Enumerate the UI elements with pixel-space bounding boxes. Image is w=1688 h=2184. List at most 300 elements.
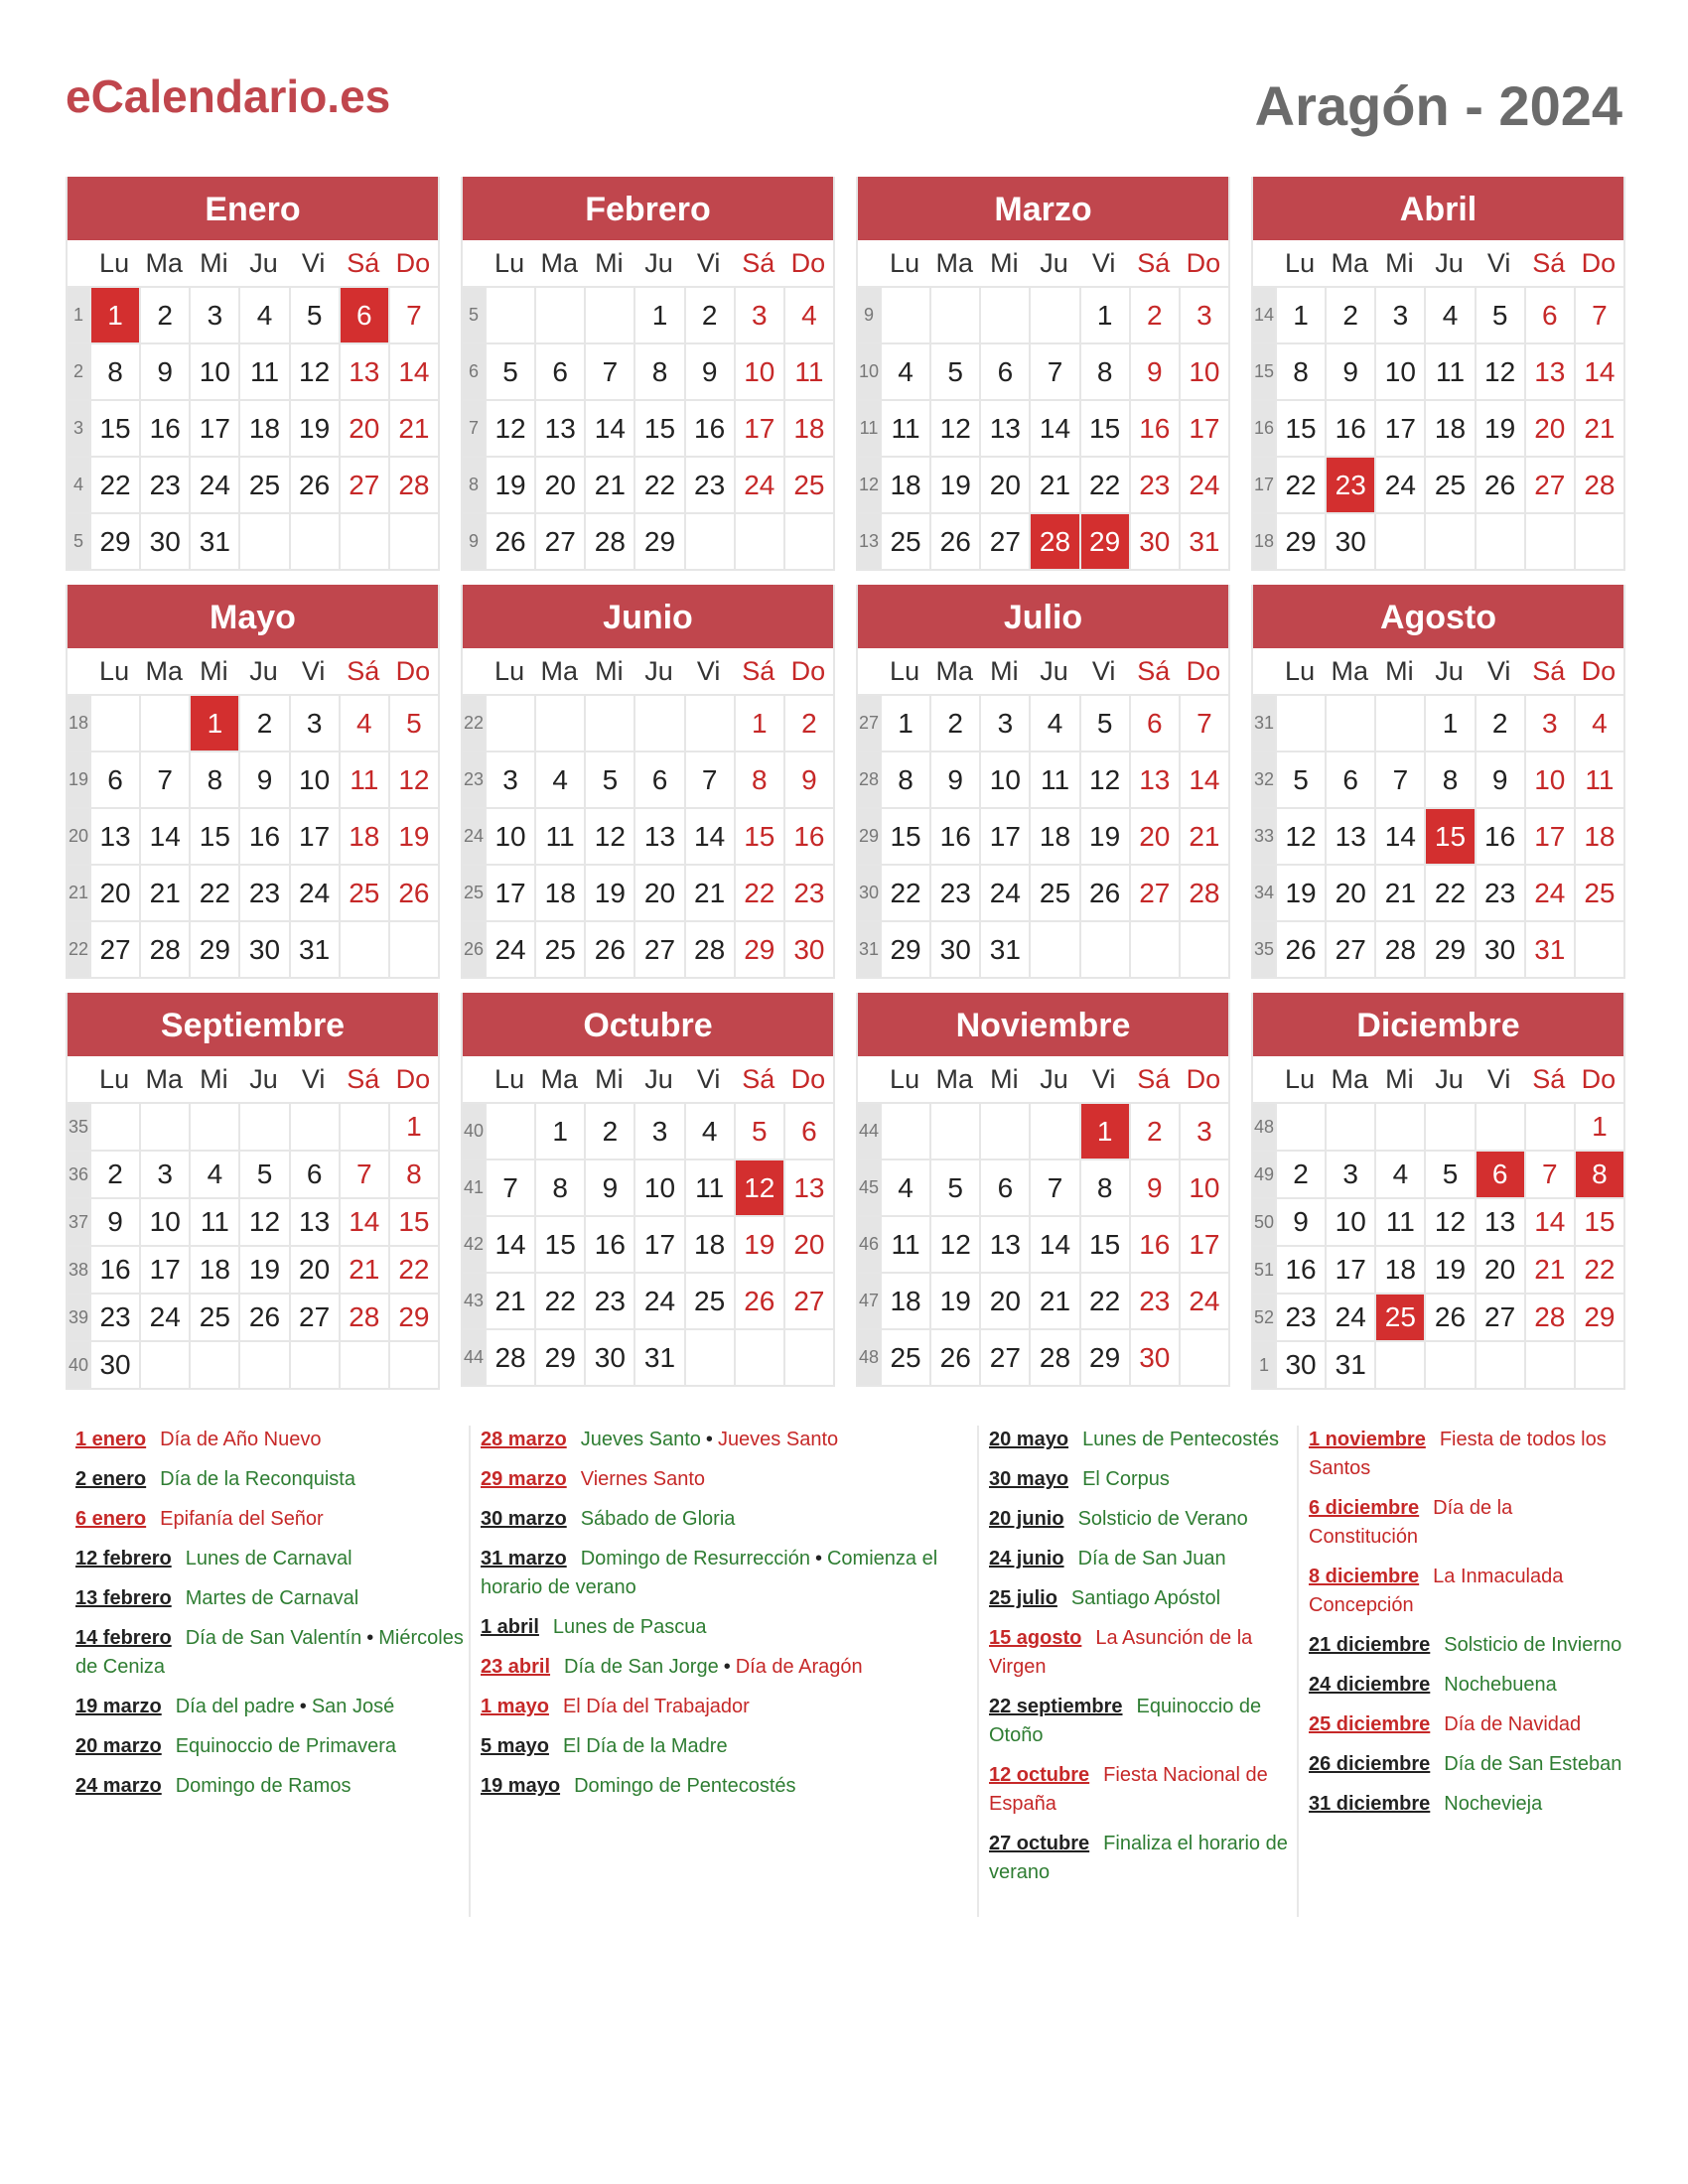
event-date-link[interactable]: 19 marzo [75, 1696, 162, 1717]
day-cell[interactable]: 9 [1275, 1199, 1325, 1245]
day-cell[interactable]: 26 [1079, 866, 1129, 920]
day-cell[interactable]: 20 [339, 401, 388, 456]
day-cell[interactable]: 7 [1029, 344, 1078, 399]
day-cell[interactable]: 19 [1475, 401, 1524, 456]
day-cell[interactable]: 27 [534, 514, 584, 569]
day-cell[interactable]: 16 [1275, 1247, 1325, 1293]
holiday-day-cell[interactable]: 8 [1574, 1152, 1623, 1197]
holiday-day-cell[interactable]: 29 [1079, 514, 1129, 569]
day-cell[interactable]: 31 [289, 922, 339, 977]
day-cell[interactable]: 10 [979, 752, 1029, 807]
day-cell[interactable]: 27 [979, 1330, 1029, 1385]
day-cell[interactable]: 6 [633, 752, 683, 807]
event-date-link[interactable]: 21 diciembre [1309, 1634, 1431, 1656]
day-cell[interactable]: 12 [584, 809, 633, 864]
day-cell[interactable]: 11 [783, 344, 833, 399]
day-cell[interactable]: 17 [485, 866, 534, 920]
day-cell[interactable]: 23 [684, 458, 734, 512]
day-cell[interactable]: 16 [139, 401, 189, 456]
day-cell[interactable]: 31 [979, 922, 1029, 977]
day-cell[interactable]: 4 [880, 1160, 929, 1215]
event-date-link[interactable]: 30 mayo [989, 1468, 1069, 1490]
day-cell[interactable]: 11 [1424, 344, 1474, 399]
day-cell[interactable]: 30 [584, 1330, 633, 1385]
day-cell[interactable]: 28 [339, 1295, 388, 1340]
day-cell[interactable]: 2 [1129, 288, 1179, 342]
day-cell[interactable]: 8 [1079, 344, 1129, 399]
day-cell[interactable]: 2 [89, 1152, 139, 1197]
day-cell[interactable]: 5 [485, 344, 534, 399]
day-cell[interactable]: 6 [783, 1104, 833, 1159]
day-cell[interactable]: 2 [139, 288, 189, 342]
day-cell[interactable]: 17 [1374, 401, 1424, 456]
day-cell[interactable]: 8 [1275, 344, 1325, 399]
day-cell[interactable]: 1 [734, 696, 783, 751]
event-date-link[interactable]: 20 marzo [75, 1735, 162, 1757]
day-cell[interactable]: 14 [339, 1199, 388, 1245]
day-cell[interactable]: 22 [534, 1274, 584, 1328]
day-cell[interactable]: 11 [1574, 752, 1623, 807]
day-cell[interactable]: 12 [238, 1199, 288, 1245]
day-cell[interactable]: 25 [783, 458, 833, 512]
day-cell[interactable]: 15 [633, 401, 683, 456]
day-cell[interactable]: 1 [1424, 696, 1474, 751]
day-cell[interactable]: 11 [1374, 1199, 1424, 1245]
day-cell[interactable]: 27 [1129, 866, 1179, 920]
day-cell[interactable]: 3 [734, 288, 783, 342]
day-cell[interactable]: 5 [1424, 1152, 1474, 1197]
day-cell[interactable]: 17 [289, 809, 339, 864]
day-cell[interactable]: 29 [388, 1295, 438, 1340]
brand-logo[interactable]: eCalendario.es [66, 70, 391, 122]
day-cell[interactable]: 10 [1524, 752, 1574, 807]
day-cell[interactable]: 5 [289, 288, 339, 342]
day-cell[interactable]: 14 [485, 1217, 534, 1272]
day-cell[interactable]: 16 [783, 809, 833, 864]
day-cell[interactable]: 30 [783, 922, 833, 977]
event-date-link[interactable]: 24 marzo [75, 1775, 162, 1797]
holiday-day-cell[interactable]: 28 [1029, 514, 1078, 569]
day-cell[interactable]: 30 [929, 922, 979, 977]
day-cell[interactable]: 29 [1079, 1330, 1129, 1385]
day-cell[interactable]: 20 [89, 866, 139, 920]
day-cell[interactable]: 9 [139, 344, 189, 399]
day-cell[interactable]: 24 [289, 866, 339, 920]
event-date-link[interactable]: 12 octubre [989, 1764, 1090, 1786]
day-cell[interactable]: 31 [1524, 922, 1574, 977]
day-cell[interactable]: 9 [1325, 344, 1374, 399]
day-cell[interactable]: 18 [1374, 1247, 1424, 1293]
day-cell[interactable]: 23 [783, 866, 833, 920]
day-cell[interactable]: 21 [584, 458, 633, 512]
event-date-link[interactable]: 29 marzo [481, 1468, 567, 1490]
day-cell[interactable]: 18 [1574, 809, 1623, 864]
day-cell[interactable]: 26 [1475, 458, 1524, 512]
event-date-link[interactable]: 26 diciembre [1309, 1753, 1431, 1775]
day-cell[interactable]: 2 [584, 1104, 633, 1159]
day-cell[interactable]: 29 [1424, 922, 1474, 977]
day-cell[interactable]: 19 [1275, 866, 1325, 920]
event-date-link[interactable]: 5 mayo [481, 1735, 549, 1757]
event-date-link[interactable]: 28 marzo [481, 1429, 567, 1450]
day-cell[interactable]: 9 [1475, 752, 1524, 807]
day-cell[interactable]: 16 [929, 809, 979, 864]
day-cell[interactable]: 7 [684, 752, 734, 807]
day-cell[interactable]: 4 [880, 344, 929, 399]
day-cell[interactable]: 30 [1129, 514, 1179, 569]
event-date-link[interactable]: 12 febrero [75, 1548, 172, 1570]
day-cell[interactable]: 13 [979, 1217, 1029, 1272]
day-cell[interactable]: 20 [289, 1247, 339, 1293]
day-cell[interactable]: 9 [1129, 1160, 1179, 1215]
day-cell[interactable]: 10 [1325, 1199, 1374, 1245]
day-cell[interactable]: 15 [1079, 401, 1129, 456]
day-cell[interactable]: 23 [1475, 866, 1524, 920]
day-cell[interactable]: 18 [1029, 809, 1078, 864]
day-cell[interactable]: 26 [929, 1330, 979, 1385]
day-cell[interactable]: 11 [189, 1199, 238, 1245]
day-cell[interactable]: 12 [1424, 1199, 1474, 1245]
day-cell[interactable]: 13 [1325, 809, 1374, 864]
day-cell[interactable]: 11 [1029, 752, 1078, 807]
day-cell[interactable]: 24 [734, 458, 783, 512]
day-cell[interactable]: 11 [684, 1160, 734, 1215]
day-cell[interactable]: 29 [89, 514, 139, 569]
day-cell[interactable]: 31 [189, 514, 238, 569]
day-cell[interactable]: 2 [238, 696, 288, 751]
day-cell[interactable]: 24 [189, 458, 238, 512]
day-cell[interactable]: 12 [289, 344, 339, 399]
day-cell[interactable]: 15 [1275, 401, 1325, 456]
day-cell[interactable]: 7 [1374, 752, 1424, 807]
holiday-day-cell[interactable]: 25 [1374, 1295, 1424, 1340]
day-cell[interactable]: 14 [1029, 401, 1078, 456]
day-cell[interactable]: 7 [1179, 696, 1228, 751]
day-cell[interactable]: 18 [238, 401, 288, 456]
day-cell[interactable]: 4 [339, 696, 388, 751]
day-cell[interactable]: 20 [979, 1274, 1029, 1328]
day-cell[interactable]: 22 [734, 866, 783, 920]
day-cell[interactable]: 9 [89, 1199, 139, 1245]
day-cell[interactable]: 12 [929, 401, 979, 456]
day-cell[interactable]: 3 [485, 752, 534, 807]
day-cell[interactable]: 14 [1574, 344, 1623, 399]
day-cell[interactable]: 26 [485, 514, 534, 569]
day-cell[interactable]: 21 [1374, 866, 1424, 920]
event-date-link[interactable]: 15 agosto [989, 1627, 1082, 1649]
day-cell[interactable]: 31 [1325, 1342, 1374, 1388]
day-cell[interactable]: 23 [139, 458, 189, 512]
day-cell[interactable]: 1 [534, 1104, 584, 1159]
day-cell[interactable]: 29 [189, 922, 238, 977]
day-cell[interactable]: 24 [979, 866, 1029, 920]
day-cell[interactable]: 22 [1574, 1247, 1623, 1293]
day-cell[interactable]: 19 [388, 809, 438, 864]
day-cell[interactable]: 2 [1275, 1152, 1325, 1197]
day-cell[interactable]: 16 [1325, 401, 1374, 456]
day-cell[interactable]: 8 [534, 1160, 584, 1215]
holiday-day-cell[interactable]: 1 [1079, 1104, 1129, 1159]
day-cell[interactable]: 13 [633, 809, 683, 864]
day-cell[interactable]: 9 [238, 752, 288, 807]
day-cell[interactable]: 22 [880, 866, 929, 920]
day-cell[interactable]: 14 [1374, 809, 1424, 864]
day-cell[interactable]: 25 [339, 866, 388, 920]
day-cell[interactable]: 3 [289, 696, 339, 751]
day-cell[interactable]: 6 [1129, 696, 1179, 751]
day-cell[interactable]: 24 [1524, 866, 1574, 920]
event-date-link[interactable]: 31 diciembre [1309, 1793, 1431, 1815]
day-cell[interactable]: 27 [1524, 458, 1574, 512]
event-date-link[interactable]: 20 mayo [989, 1429, 1069, 1450]
day-cell[interactable]: 17 [139, 1247, 189, 1293]
day-cell[interactable]: 31 [1179, 514, 1228, 569]
day-cell[interactable]: 14 [584, 401, 633, 456]
day-cell[interactable]: 25 [189, 1295, 238, 1340]
day-cell[interactable]: 30 [139, 514, 189, 569]
day-cell[interactable]: 10 [734, 344, 783, 399]
day-cell[interactable]: 14 [684, 809, 734, 864]
day-cell[interactable]: 30 [1475, 922, 1524, 977]
day-cell[interactable]: 30 [1275, 1342, 1325, 1388]
day-cell[interactable]: 9 [783, 752, 833, 807]
event-date-link[interactable]: 1 enero [75, 1429, 147, 1450]
day-cell[interactable]: 23 [584, 1274, 633, 1328]
day-cell[interactable]: 4 [1374, 1152, 1424, 1197]
day-cell[interactable]: 15 [89, 401, 139, 456]
day-cell[interactable]: 6 [289, 1152, 339, 1197]
day-cell[interactable]: 25 [534, 922, 584, 977]
day-cell[interactable]: 1 [1275, 288, 1325, 342]
day-cell[interactable]: 30 [238, 922, 288, 977]
day-cell[interactable]: 27 [783, 1274, 833, 1328]
day-cell[interactable]: 26 [734, 1274, 783, 1328]
day-cell[interactable]: 18 [783, 401, 833, 456]
day-cell[interactable]: 21 [1179, 809, 1228, 864]
day-cell[interactable]: 11 [339, 752, 388, 807]
day-cell[interactable]: 4 [1424, 288, 1474, 342]
day-cell[interactable]: 16 [584, 1217, 633, 1272]
day-cell[interactable]: 5 [929, 344, 979, 399]
day-cell[interactable]: 7 [584, 344, 633, 399]
day-cell[interactable]: 21 [1029, 1274, 1078, 1328]
day-cell[interactable]: 28 [139, 922, 189, 977]
day-cell[interactable]: 12 [388, 752, 438, 807]
day-cell[interactable]: 17 [189, 401, 238, 456]
day-cell[interactable]: 15 [534, 1217, 584, 1272]
event-date-link[interactable]: 25 julio [989, 1587, 1057, 1609]
day-cell[interactable]: 15 [189, 809, 238, 864]
day-cell[interactable]: 4 [1574, 696, 1623, 751]
day-cell[interactable]: 13 [1475, 1199, 1524, 1245]
day-cell[interactable]: 20 [979, 458, 1029, 512]
day-cell[interactable]: 25 [880, 514, 929, 569]
day-cell[interactable]: 16 [238, 809, 288, 864]
day-cell[interactable]: 27 [1475, 1295, 1524, 1340]
day-cell[interactable]: 17 [734, 401, 783, 456]
day-cell[interactable]: 7 [485, 1160, 534, 1215]
day-cell[interactable]: 25 [238, 458, 288, 512]
event-date-link[interactable]: 22 septiembre [989, 1696, 1123, 1717]
day-cell[interactable]: 16 [1129, 1217, 1179, 1272]
day-cell[interactable]: 3 [1524, 696, 1574, 751]
day-cell[interactable]: 27 [1325, 922, 1374, 977]
day-cell[interactable]: 19 [485, 458, 534, 512]
day-cell[interactable]: 24 [139, 1295, 189, 1340]
day-cell[interactable]: 22 [1079, 458, 1129, 512]
day-cell[interactable]: 3 [139, 1152, 189, 1197]
event-date-link[interactable]: 25 diciembre [1309, 1713, 1431, 1735]
day-cell[interactable]: 23 [89, 1295, 139, 1340]
day-cell[interactable]: 23 [238, 866, 288, 920]
day-cell[interactable]: 28 [1029, 1330, 1078, 1385]
holiday-day-cell[interactable]: 6 [339, 288, 388, 342]
day-cell[interactable]: 16 [1129, 401, 1179, 456]
day-cell[interactable]: 24 [1179, 458, 1228, 512]
day-cell[interactable]: 5 [1275, 752, 1325, 807]
day-cell[interactable]: 7 [1574, 288, 1623, 342]
day-cell[interactable]: 5 [238, 1152, 288, 1197]
day-cell[interactable]: 28 [1179, 866, 1228, 920]
day-cell[interactable]: 8 [388, 1152, 438, 1197]
day-cell[interactable]: 25 [1424, 458, 1474, 512]
day-cell[interactable]: 13 [783, 1160, 833, 1215]
day-cell[interactable]: 24 [1374, 458, 1424, 512]
day-cell[interactable]: 26 [388, 866, 438, 920]
day-cell[interactable]: 25 [684, 1274, 734, 1328]
day-cell[interactable]: 19 [238, 1247, 288, 1293]
event-date-link[interactable]: 20 junio [989, 1508, 1064, 1530]
day-cell[interactable]: 11 [880, 1217, 929, 1272]
day-cell[interactable]: 26 [584, 922, 633, 977]
day-cell[interactable]: 5 [734, 1104, 783, 1159]
day-cell[interactable]: 17 [1179, 401, 1228, 456]
day-cell[interactable]: 3 [1325, 1152, 1374, 1197]
day-cell[interactable]: 29 [534, 1330, 584, 1385]
day-cell[interactable]: 19 [1424, 1247, 1474, 1293]
day-cell[interactable]: 12 [929, 1217, 979, 1272]
day-cell[interactable]: 3 [979, 696, 1029, 751]
day-cell[interactable]: 2 [1129, 1104, 1179, 1159]
day-cell[interactable]: 17 [633, 1217, 683, 1272]
day-cell[interactable]: 30 [89, 1342, 139, 1388]
day-cell[interactable]: 13 [289, 1199, 339, 1245]
day-cell[interactable]: 6 [534, 344, 584, 399]
event-date-link[interactable]: 27 octubre [989, 1833, 1090, 1854]
day-cell[interactable]: 19 [929, 1274, 979, 1328]
day-cell[interactable]: 28 [485, 1330, 534, 1385]
day-cell[interactable]: 19 [289, 401, 339, 456]
day-cell[interactable]: 4 [189, 1152, 238, 1197]
day-cell[interactable]: 2 [684, 288, 734, 342]
day-cell[interactable]: 11 [880, 401, 929, 456]
event-date-link[interactable]: 13 febrero [75, 1587, 172, 1609]
day-cell[interactable]: 15 [388, 1199, 438, 1245]
day-cell[interactable]: 6 [89, 752, 139, 807]
day-cell[interactable]: 4 [684, 1104, 734, 1159]
day-cell[interactable]: 21 [1574, 401, 1623, 456]
day-cell[interactable]: 5 [1475, 288, 1524, 342]
day-cell[interactable]: 11 [534, 809, 584, 864]
day-cell[interactable]: 21 [339, 1247, 388, 1293]
day-cell[interactable]: 6 [1325, 752, 1374, 807]
day-cell[interactable]: 5 [584, 752, 633, 807]
day-cell[interactable]: 23 [1129, 1274, 1179, 1328]
day-cell[interactable]: 7 [139, 752, 189, 807]
event-date-link[interactable]: 1 mayo [481, 1696, 549, 1717]
day-cell[interactable]: 10 [139, 1199, 189, 1245]
day-cell[interactable]: 24 [485, 922, 534, 977]
event-date-link[interactable]: 6 enero [75, 1508, 147, 1530]
event-date-link[interactable]: 14 febrero [75, 1627, 172, 1649]
day-cell[interactable]: 19 [584, 866, 633, 920]
day-cell[interactable]: 27 [979, 514, 1029, 569]
day-cell[interactable]: 10 [485, 809, 534, 864]
day-cell[interactable]: 9 [1129, 344, 1179, 399]
day-cell[interactable]: 8 [1424, 752, 1474, 807]
day-cell[interactable]: 12 [1275, 809, 1325, 864]
day-cell[interactable]: 7 [1029, 1160, 1078, 1215]
day-cell[interactable]: 29 [734, 922, 783, 977]
day-cell[interactable]: 26 [238, 1295, 288, 1340]
day-cell[interactable]: 11 [238, 344, 288, 399]
day-cell[interactable]: 28 [1374, 922, 1424, 977]
holiday-day-cell[interactable]: 6 [1475, 1152, 1524, 1197]
day-cell[interactable]: 5 [1079, 696, 1129, 751]
day-cell[interactable]: 2 [783, 696, 833, 751]
day-cell[interactable]: 4 [534, 752, 584, 807]
day-cell[interactable]: 24 [1179, 1274, 1228, 1328]
day-cell[interactable]: 10 [1179, 344, 1228, 399]
day-cell[interactable]: 15 [880, 809, 929, 864]
day-cell[interactable]: 30 [1129, 1330, 1179, 1385]
day-cell[interactable]: 25 [1574, 866, 1623, 920]
day-cell[interactable]: 2 [1475, 696, 1524, 751]
day-cell[interactable]: 27 [339, 458, 388, 512]
day-cell[interactable]: 21 [139, 866, 189, 920]
event-date-link[interactable]: 24 diciembre [1309, 1674, 1431, 1696]
day-cell[interactable]: 20 [783, 1217, 833, 1272]
day-cell[interactable]: 29 [1574, 1295, 1623, 1340]
day-cell[interactable]: 15 [734, 809, 783, 864]
day-cell[interactable]: 20 [534, 458, 584, 512]
day-cell[interactable]: 16 [1475, 809, 1524, 864]
day-cell[interactable]: 20 [1325, 866, 1374, 920]
day-cell[interactable]: 6 [979, 344, 1029, 399]
day-cell[interactable]: 4 [238, 288, 288, 342]
day-cell[interactable]: 16 [684, 401, 734, 456]
day-cell[interactable]: 15 [1574, 1199, 1623, 1245]
day-cell[interactable]: 2 [929, 696, 979, 751]
day-cell[interactable]: 13 [1524, 344, 1574, 399]
event-date-link[interactable]: 1 noviembre [1309, 1429, 1426, 1450]
holiday-day-cell[interactable]: 1 [89, 288, 139, 342]
day-cell[interactable]: 13 [339, 344, 388, 399]
event-date-link[interactable]: 23 abril [481, 1656, 551, 1678]
day-cell[interactable]: 26 [1424, 1295, 1474, 1340]
day-cell[interactable]: 18 [880, 1274, 929, 1328]
day-cell[interactable]: 6 [1524, 288, 1574, 342]
day-cell[interactable]: 3 [1179, 288, 1228, 342]
day-cell[interactable]: 5 [929, 1160, 979, 1215]
holiday-day-cell[interactable]: 1 [189, 696, 238, 751]
day-cell[interactable]: 8 [1079, 1160, 1129, 1215]
day-cell[interactable]: 14 [388, 344, 438, 399]
day-cell[interactable]: 18 [339, 809, 388, 864]
day-cell[interactable]: 21 [388, 401, 438, 456]
day-cell[interactable]: 10 [1179, 1160, 1228, 1215]
day-cell[interactable]: 10 [189, 344, 238, 399]
